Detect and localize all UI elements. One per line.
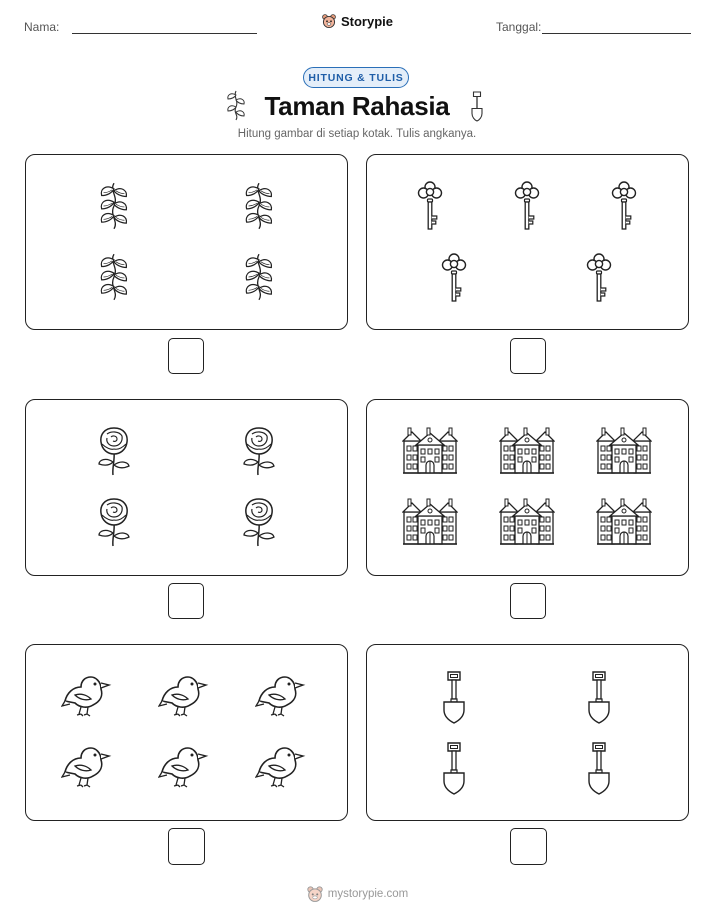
rose-icon [94,426,134,476]
counting-panel-mansions [366,399,689,576]
answer-box-roses[interactable] [168,583,204,619]
instructions: Hitung gambar di setiap kotak. Tulis angkanya. [237,128,477,140]
shovel-icon [585,741,613,795]
shovel-icon [440,670,468,724]
vine-icon [95,251,133,303]
rose-icon [94,497,134,547]
mansion-icon [402,427,458,475]
answer-box-keys[interactable] [510,338,546,374]
counting-panel-shovels [366,644,689,821]
vine-icon [240,180,278,232]
rose-icon [239,497,279,547]
mansion-icon [499,427,555,475]
bird-icon [158,671,214,717]
vine-icon [95,180,133,232]
bird-icon [61,671,117,717]
key-icon [585,251,613,305]
mascot-icon [306,885,324,903]
shovel-icon [469,90,485,122]
footer [0,885,714,903]
answer-box-vines[interactable] [168,338,204,374]
bird-icon [255,671,311,717]
mascot-icon [321,13,337,29]
mansion-icon [402,498,458,546]
bird-icon [158,742,214,788]
brand-logo [0,13,714,29]
answer-box-mansions[interactable] [510,583,546,619]
page-title: Taman Rahasia [264,91,450,121]
mansion-icon [596,427,652,475]
activity-badge: HITUNG & TULIS [303,67,409,88]
name-label: Nama: [24,20,60,34]
bird-icon [61,742,117,788]
date-field[interactable] [542,33,691,34]
counting-panel-vines [25,154,348,330]
date-label: Tanggal: [496,20,542,34]
answer-box-birds[interactable] [168,828,205,865]
shovel-icon [440,741,468,795]
rose-icon [239,426,279,476]
mansion-icon [499,498,555,546]
name-field[interactable] [72,33,257,34]
key-icon [416,179,444,233]
bird-icon [255,742,311,788]
vine-icon [240,251,278,303]
key-icon [440,251,468,305]
answer-box-shovels[interactable] [510,828,547,865]
mansion-icon [596,498,652,546]
brand-name: Storypie [340,13,393,29]
key-icon [610,179,638,233]
footer-url: mystorypie.com [327,888,409,900]
key-icon [513,179,541,233]
shovel-icon [585,670,613,724]
counting-panel-roses [25,399,348,576]
